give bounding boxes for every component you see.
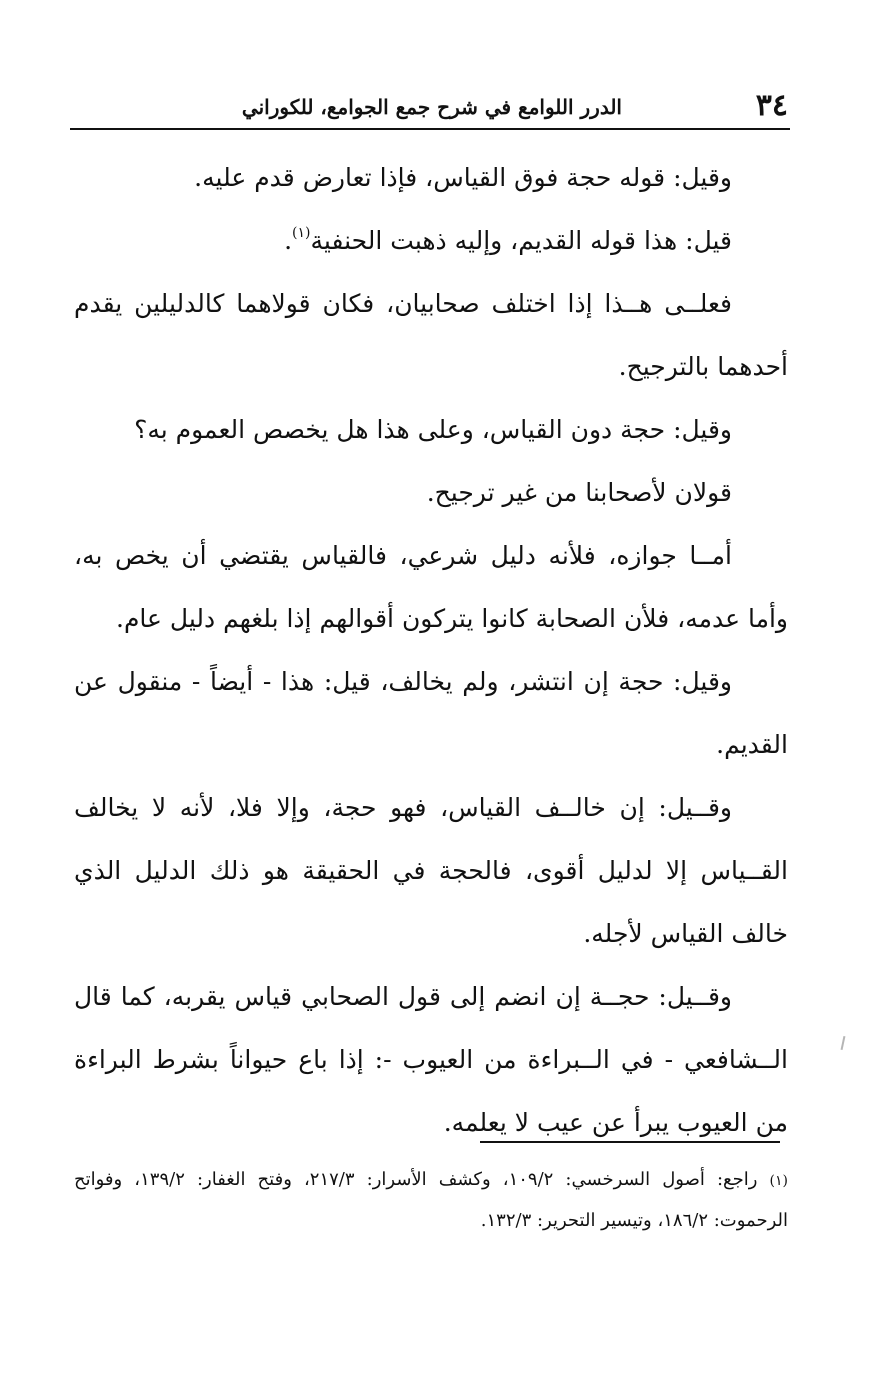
page-number: ٣٤ (755, 88, 788, 123)
page-header (76, 86, 788, 126)
margin-mark (841, 1036, 846, 1050)
paragraph: وقيل: قوله حجة فوق القياس، فإذا تعارض قدم عليه. (194, 163, 732, 192)
paragraph-with-footnote (74, 209, 788, 272)
paragraph: وقيل: حجة دون القياس، وعلى هذا هل يخصص العموم به؟ (134, 415, 732, 444)
paragraph: فعلــى هــذا إذا اختلف صحابيان، فكان قولاهما كالدليلين يقدم أحدهما بالترجيح. (74, 289, 788, 381)
paragraph: أمــا جوازه، فلأنه دليل شرعي، فالقياس يقتضي أن يخص به، وأما عدمه، فلأن الصحابة كانوا يتركون أقوالهم إذا بلغهم دليل عام. (74, 541, 788, 633)
paragraph: وقــيل: حجــة إن انضم إلى قول الصحابي قياس يقربه، كما قال الــشافعي - في الــبراءة من العيوب -: إذا باع حيواناً بشرط البراءة من العيوب يبرأ عن عيب لا يعلمه. (74, 982, 788, 1137)
main-text (74, 146, 788, 1154)
footnote-text: راجع: أصول السرخسي: ١٠٩/٢، وكشف الأسرار: ٢١٧/٣، وفتح الغفار: ١٣٩/٢، وفواتح الرحموت: ١٨٦/٢، وتيسير التحرير: ١٣٢/٣. (74, 1169, 788, 1231)
header-rule (70, 128, 790, 130)
footnote-reference[interactable]: (١) (292, 225, 311, 241)
footnote (74, 1160, 788, 1241)
paragraph: وقــيل: إن خالــف القياس، فهو حجة، وإلا فلا، لأنه لا يخالف القــياس إلا لدليل أقوى، فالحجة في الحقيقة هو ذلك الدليل الذي خالف القياس لأجله. (74, 793, 788, 948)
paragraph-text: قيل: هذا قوله القديم، وإليه ذهبت الحنفية (310, 226, 732, 255)
paragraph-end-punctuation: . (284, 226, 293, 255)
running-title: الدرر اللوامع في شرح جمع الجوامع، للكوراني (241, 95, 622, 119)
paragraph: وقيل: حجة إن انتشر، ولم يخالف، قيل: هذا - أيضاً - منقول عن القديم. (74, 667, 788, 759)
footnotes (74, 1160, 788, 1241)
footnote-number: (١) (769, 1173, 788, 1189)
footnote-separator (480, 1141, 780, 1143)
paragraph: قولان لأصحابنا من غير ترجيح. (426, 478, 732, 507)
